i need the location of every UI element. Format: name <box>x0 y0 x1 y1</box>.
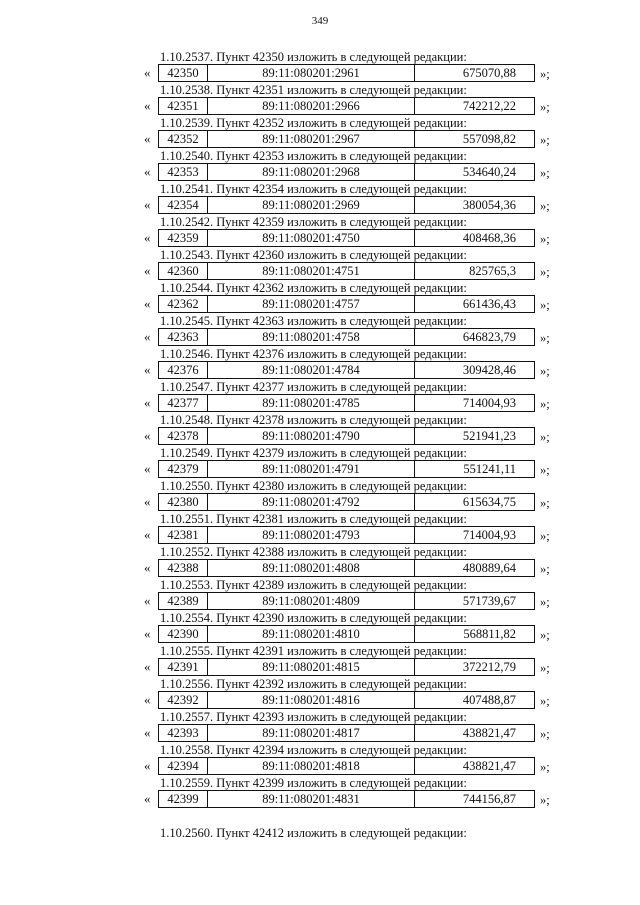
section-heading: 1.10.2544. Пункт 42362 изложить в следующей редакции: <box>160 281 467 295</box>
section-heading: 1.10.2555. Пункт 42391 изложить в следующей редакции: <box>160 644 467 658</box>
close-mark: »; <box>540 133 550 147</box>
section-heading: 1.10.2554. Пункт 42390 изложить в следующей редакции: <box>160 611 467 625</box>
cadastral-number-cell: 89:11:080201:2969 <box>208 197 415 213</box>
amendment-item <box>0 116 640 149</box>
table-row <box>140 196 560 214</box>
value-cell: 714004,93 <box>462 528 516 542</box>
table-row <box>140 592 560 610</box>
close-mark: »; <box>540 364 550 378</box>
value-cell: 661436,43 <box>462 297 516 311</box>
value-cell: 408468,36 <box>462 231 516 245</box>
close-mark: »; <box>540 397 550 411</box>
amendment-item <box>0 83 640 116</box>
value-cell: 825765,3 <box>469 264 516 278</box>
record-table <box>158 130 535 148</box>
item-number-cell: 42353 <box>159 164 208 180</box>
item-number-cell: 42380 <box>159 494 208 510</box>
table-row <box>140 724 560 742</box>
close-mark: »; <box>540 496 550 510</box>
close-mark: »; <box>540 661 550 675</box>
record-table <box>158 229 535 247</box>
open-quote: « <box>144 560 151 575</box>
section-heading: 1.10.2552. Пункт 42388 изложить в следующей редакции: <box>160 545 467 559</box>
close-mark: »; <box>540 232 550 246</box>
open-quote: « <box>144 725 151 740</box>
item-number-cell: 42399 <box>159 791 208 807</box>
cadastral-number-cell: 89:11:080201:4791 <box>208 461 415 477</box>
table-row <box>140 394 560 412</box>
item-number-cell: 42363 <box>159 329 208 345</box>
table-row <box>140 493 560 511</box>
item-number-cell: 42352 <box>159 131 208 147</box>
record-table <box>158 658 535 676</box>
close-mark: »; <box>540 760 550 774</box>
page-number: 349 <box>311 15 329 27</box>
amendment-item <box>0 413 640 446</box>
cadastral-number-cell: 89:11:080201:2968 <box>208 164 415 180</box>
item-number-cell: 42351 <box>159 98 208 114</box>
value-cell: 742212,22 <box>462 99 516 113</box>
table-row <box>140 163 560 181</box>
section-heading: 1.10.2540. Пункт 42353 изложить в следующей редакции: <box>160 149 467 163</box>
record-table <box>158 328 535 346</box>
section-heading: 1.10.2542. Пункт 42359 изложить в следующей редакции: <box>160 215 467 229</box>
value-cell: 480889,64 <box>462 561 516 575</box>
table-row <box>140 361 560 379</box>
amendment-item <box>0 314 640 347</box>
record-table <box>158 460 535 478</box>
table-row <box>140 658 560 676</box>
record-table <box>158 691 535 709</box>
record-table <box>158 64 535 82</box>
record-table <box>158 394 535 412</box>
value-cell: 534640,24 <box>462 165 516 179</box>
close-mark: »; <box>540 463 550 477</box>
cadastral-number-cell: 89:11:080201:4808 <box>208 560 415 576</box>
amendment-item <box>0 512 640 545</box>
table-row <box>140 130 560 148</box>
section-heading: 1.10.2537. Пункт 42350 изложить в следующей редакции: <box>160 50 467 64</box>
amendment-item <box>0 611 640 644</box>
close-mark: »; <box>540 694 550 708</box>
open-quote: « <box>144 527 151 542</box>
close-mark: »; <box>540 265 550 279</box>
close-mark: »; <box>540 793 550 807</box>
value-cell: 438821,47 <box>462 726 516 740</box>
item-number-cell: 42362 <box>159 296 208 312</box>
value-cell: 557098,82 <box>462 132 516 146</box>
record-table <box>158 427 535 445</box>
open-quote: « <box>144 494 151 509</box>
cadastral-number-cell: 89:11:080201:4815 <box>208 659 415 675</box>
close-mark: »; <box>540 430 550 444</box>
item-number-cell: 42378 <box>159 428 208 444</box>
section-heading: 1.10.2558. Пункт 42394 изложить в следующей редакции: <box>160 743 467 757</box>
open-quote: « <box>144 230 151 245</box>
item-number-cell: 42360 <box>159 263 208 279</box>
amendment-item <box>0 644 640 677</box>
section-heading: 1.10.2550. Пункт 42380 изложить в следующей редакции: <box>160 479 467 493</box>
open-quote: « <box>144 659 151 674</box>
section-heading: 1.10.2538. Пункт 42351 изложить в следующей редакции: <box>160 83 467 97</box>
value-cell: 438821,47 <box>462 759 516 773</box>
table-row <box>140 757 560 775</box>
close-mark: »; <box>540 562 550 576</box>
table-row <box>140 328 560 346</box>
value-cell: 551241,11 <box>463 462 516 476</box>
item-number-cell: 42381 <box>159 527 208 543</box>
item-number-cell: 42389 <box>159 593 208 609</box>
amendment-item <box>0 743 640 776</box>
record-table <box>158 196 535 214</box>
item-number-cell: 42359 <box>159 230 208 246</box>
open-quote: « <box>144 131 151 146</box>
close-mark: »; <box>540 331 550 345</box>
record-table <box>158 790 535 808</box>
section-heading: 1.10.2553. Пункт 42389 изложить в следующей редакции: <box>160 578 467 592</box>
section-heading: 1.10.2546. Пункт 42376 изложить в следующей редакции: <box>160 347 467 361</box>
open-quote: « <box>144 758 151 773</box>
table-row <box>140 460 560 478</box>
amendment-item <box>0 248 640 281</box>
open-quote: « <box>144 98 151 113</box>
table-row <box>140 559 560 577</box>
item-number-cell: 42376 <box>159 362 208 378</box>
cadastral-number-cell: 89:11:080201:4757 <box>208 296 415 312</box>
open-quote: « <box>144 461 151 476</box>
table-row <box>140 790 560 808</box>
amendment-item <box>0 281 640 314</box>
item-number-cell: 42350 <box>159 65 208 81</box>
open-quote: « <box>144 296 151 311</box>
open-quote: « <box>144 263 151 278</box>
open-quote: « <box>144 362 151 377</box>
cadastral-number-cell: 89:11:080201:4750 <box>208 230 415 246</box>
cadastral-number-cell: 89:11:080201:2967 <box>208 131 415 147</box>
table-row <box>140 97 560 115</box>
section-heading: 1.10.2548. Пункт 42378 изложить в следующей редакции: <box>160 413 467 427</box>
section-heading: 1.10.2539. Пункт 42352 изложить в следующей редакции: <box>160 116 467 130</box>
close-mark: »; <box>540 595 550 609</box>
open-quote: « <box>144 164 151 179</box>
record-table <box>158 295 535 313</box>
cadastral-number-cell: 89:11:080201:2966 <box>208 98 415 114</box>
record-table <box>158 97 535 115</box>
cadastral-number-cell: 89:11:080201:4792 <box>208 494 415 510</box>
cadastral-number-cell: 89:11:080201:4751 <box>208 263 415 279</box>
cadastral-number-cell: 89:11:080201:4818 <box>208 758 415 774</box>
open-quote: « <box>144 65 151 80</box>
record-table <box>158 163 535 181</box>
cadastral-number-cell: 89:11:080201:4817 <box>208 725 415 741</box>
record-table <box>158 625 535 643</box>
open-quote: « <box>144 428 151 443</box>
value-cell: 372212,79 <box>462 660 516 674</box>
table-row <box>140 64 560 82</box>
item-number-cell: 42388 <box>159 560 208 576</box>
open-quote: « <box>144 329 151 344</box>
item-number-cell: 42391 <box>159 659 208 675</box>
value-cell: 615634,75 <box>462 495 516 509</box>
amendments-list <box>0 50 640 809</box>
amendment-item <box>0 710 640 743</box>
record-table <box>158 592 535 610</box>
record-table <box>158 526 535 544</box>
amendment-item <box>0 149 640 182</box>
value-cell: 568811,82 <box>463 627 516 641</box>
cadastral-number-cell: 89:11:080201:4758 <box>208 329 415 345</box>
cadastral-number-cell: 89:11:080201:4784 <box>208 362 415 378</box>
record-table <box>158 559 535 577</box>
close-mark: »; <box>540 628 550 642</box>
table-row <box>140 262 560 280</box>
open-quote: « <box>144 395 151 410</box>
value-cell: 380054,36 <box>462 198 516 212</box>
table-row <box>140 295 560 313</box>
cadastral-number-cell: 89:11:080201:4790 <box>208 428 415 444</box>
value-cell: 521941,23 <box>462 429 516 443</box>
cadastral-number-cell: 89:11:080201:4785 <box>208 395 415 411</box>
amendment-item <box>0 545 640 578</box>
item-number-cell: 42393 <box>159 725 208 741</box>
table-row <box>140 229 560 247</box>
record-table <box>158 757 535 775</box>
cadastral-number-cell: 89:11:080201:4816 <box>208 692 415 708</box>
amendment-item <box>0 446 640 479</box>
close-mark: »; <box>540 67 550 81</box>
cadastral-number-cell: 89:11:080201:4809 <box>208 593 415 609</box>
cadastral-number-cell: 89:11:080201:2961 <box>208 65 415 81</box>
value-cell: 675070,88 <box>462 66 516 80</box>
value-cell: 309428,46 <box>462 363 516 377</box>
value-cell: 571739,67 <box>462 594 516 608</box>
value-cell: 744156,87 <box>462 792 516 806</box>
section-heading: 1.10.2541. Пункт 42354 изложить в следующей редакции: <box>160 182 467 196</box>
item-number-cell: 42379 <box>159 461 208 477</box>
amendment-item <box>0 578 640 611</box>
amendment-item <box>0 215 640 248</box>
item-number-cell: 42392 <box>159 692 208 708</box>
item-number-cell: 42354 <box>159 197 208 213</box>
open-quote: « <box>144 197 151 212</box>
cadastral-number-cell: 89:11:080201:4831 <box>208 791 415 807</box>
cadastral-number-cell: 89:11:080201:4793 <box>208 527 415 543</box>
close-mark: »; <box>540 166 550 180</box>
open-quote: « <box>144 692 151 707</box>
section-heading: 1.10.2549. Пункт 42379 изложить в следующей редакции: <box>160 446 467 460</box>
amendment-item <box>0 677 640 710</box>
amendment-item <box>0 182 640 215</box>
amendment-item <box>0 479 640 512</box>
table-row <box>140 526 560 544</box>
open-quote: « <box>144 626 151 641</box>
value-cell: 714004,93 <box>462 396 516 410</box>
close-mark: »; <box>540 199 550 213</box>
table-row <box>140 691 560 709</box>
item-number-cell: 42394 <box>159 758 208 774</box>
value-cell: 407488,87 <box>462 693 516 707</box>
section-heading: 1.10.2551. Пункт 42381 изложить в следующей редакции: <box>160 512 467 526</box>
value-cell: 646823,79 <box>462 330 516 344</box>
amendment-item <box>0 347 640 380</box>
open-quote: « <box>144 791 151 806</box>
record-table <box>158 262 535 280</box>
section-heading: 1.10.2543. Пункт 42360 изложить в следующей редакции: <box>160 248 467 262</box>
record-table <box>158 493 535 511</box>
close-mark: »; <box>540 529 550 543</box>
section-heading: 1.10.2545. Пункт 42363 изложить в следующей редакции: <box>160 314 467 328</box>
section-heading-last: 1.10.2560. Пункт 42412 изложить в следующей редакции: <box>160 826 467 840</box>
amendment-item <box>0 50 640 83</box>
close-mark: »; <box>540 727 550 741</box>
open-quote: « <box>144 593 151 608</box>
close-mark: »; <box>540 298 550 312</box>
record-table <box>158 361 535 379</box>
amendment-item <box>0 776 640 809</box>
section-heading: 1.10.2547. Пункт 42377 изложить в следующей редакции: <box>160 380 467 394</box>
record-table <box>158 724 535 742</box>
cadastral-number-cell: 89:11:080201:4810 <box>208 626 415 642</box>
item-number-cell: 42377 <box>159 395 208 411</box>
amendment-item <box>0 380 640 413</box>
section-heading: 1.10.2559. Пункт 42399 изложить в следующей редакции: <box>160 776 467 790</box>
section-heading: 1.10.2557. Пункт 42393 изложить в следующей редакции: <box>160 710 467 724</box>
table-row <box>140 625 560 643</box>
close-mark: »; <box>540 100 550 114</box>
section-heading: 1.10.2556. Пункт 42392 изложить в следующей редакции: <box>160 677 467 691</box>
table-row <box>140 427 560 445</box>
item-number-cell: 42390 <box>159 626 208 642</box>
